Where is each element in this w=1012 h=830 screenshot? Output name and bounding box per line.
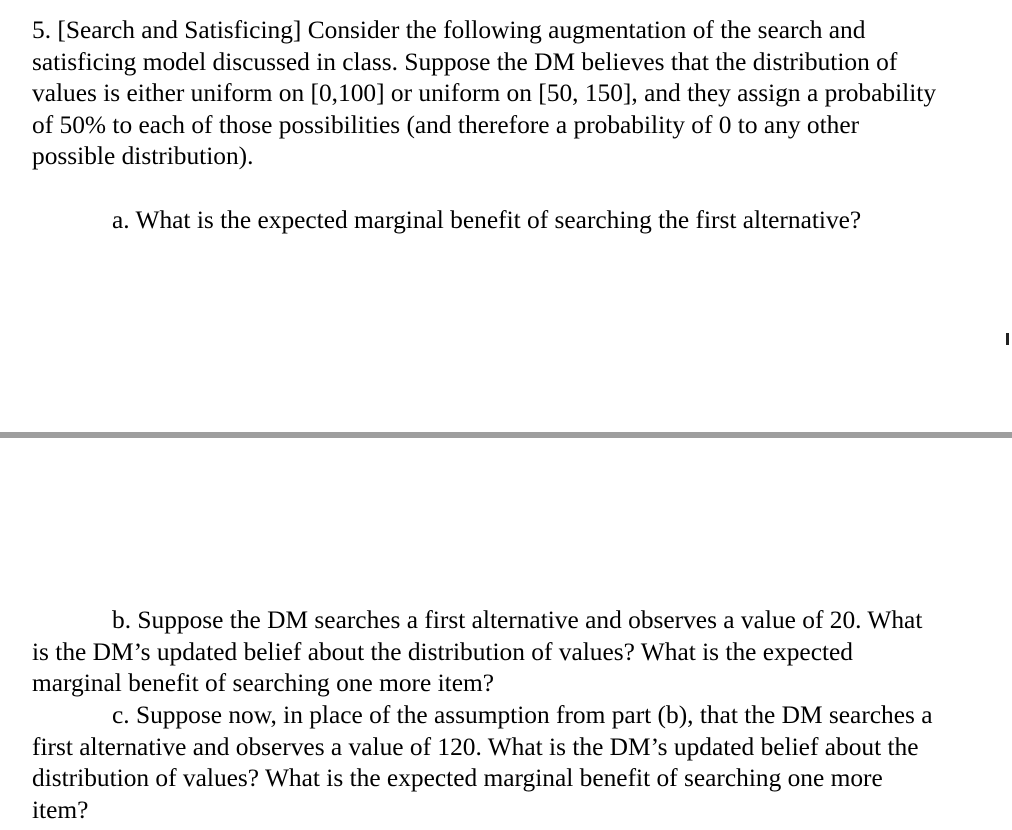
part-c-line: distribution of values? What is the expected marginal benefit of searching one more bbox=[32, 764, 883, 792]
part-b-line: b. Suppose the DM searches a first alternative and observes a value of 20. What bbox=[112, 606, 923, 634]
question-part-a bbox=[32, 205, 861, 237]
part-c-line: item? bbox=[32, 795, 89, 824]
problem-line: values is either uniform on [0,100] or uniform on [50, 150], and they assign a probability bbox=[32, 79, 937, 107]
question-part-c bbox=[32, 700, 933, 826]
part-b-line: marginal benefit of searching one more item? bbox=[32, 669, 495, 697]
section-divider bbox=[0, 432, 1012, 438]
problem-statement bbox=[32, 15, 936, 173]
problem-line: satisficing model discussed in class. Suppose the DM believes that the distribution of bbox=[32, 47, 898, 76]
question-part-b bbox=[32, 605, 922, 700]
problem-line: of 50% to each of those possibilities (and therefore a probability of 0 to any other bbox=[32, 110, 860, 139]
part-c-line: c. Suppose now, in place of the assumption from part (b), that the DM searches a bbox=[112, 701, 933, 729]
part-a-line: a. What is the expected marginal benefit of searching the first alternative? bbox=[112, 206, 862, 234]
part-c-line: first alternative and observes a value of 120. What is the DM’s updated belief about the bbox=[32, 732, 919, 761]
problem-line: possible distribution). bbox=[32, 142, 254, 170]
problem-line: 5. [Search and Satisficing] Consider the following augmentation of the search and bbox=[32, 16, 866, 44]
page-edge-mark bbox=[1006, 333, 1009, 345]
part-b-line: is the DM’s updated belief about the distribution of values? What is the expected bbox=[32, 637, 853, 666]
